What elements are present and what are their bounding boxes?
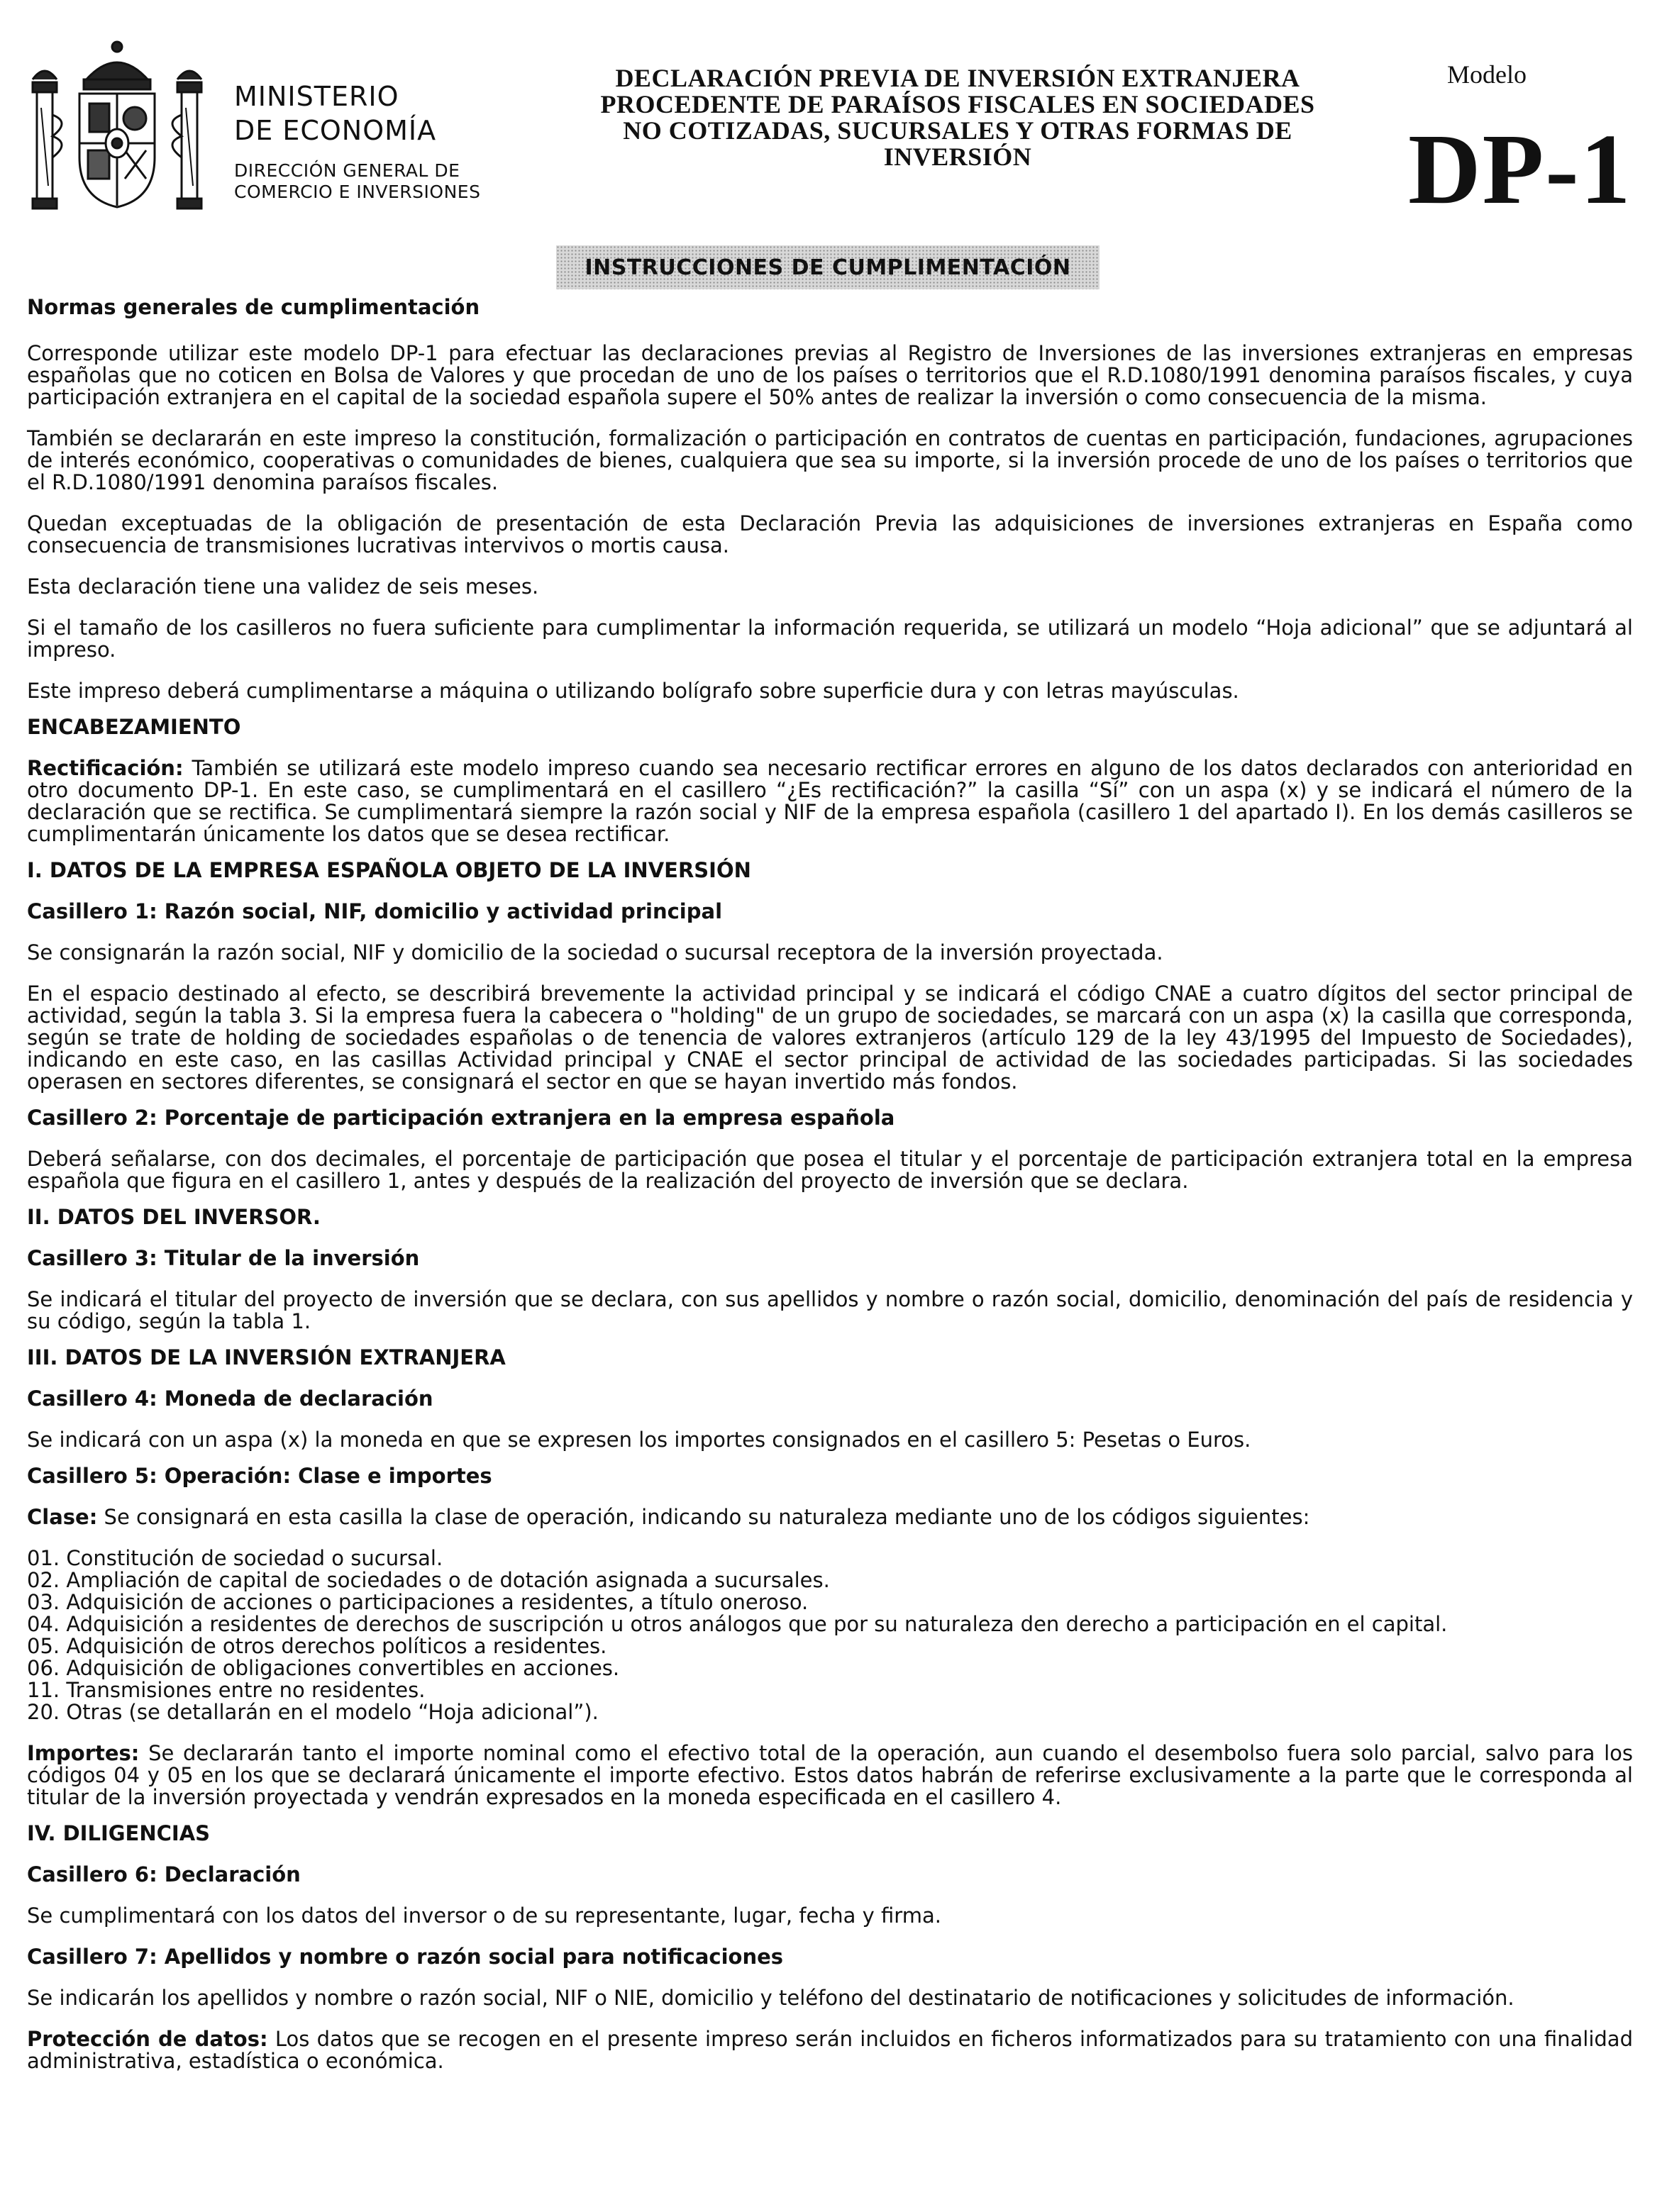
clase-paragraph <box>27 1506 1633 1528</box>
paragraph: Esta declaración tiene una validez de seis meses. <box>27 574 539 599</box>
ministry-name <box>234 79 436 148</box>
section-2-heading: II. DATOS DEL INVERSOR. <box>27 1205 321 1229</box>
casillero-7-heading: Casillero 7: Apellidos y nombre o razón social para notificaciones <box>27 1945 784 1969</box>
ministry-line-1: MINISTERIO <box>234 81 399 112</box>
paragraph: Se consignarán la razón social, NIF y domicilio de la sociedad o sucursal receptora de la inversión proyectada. <box>27 940 1163 965</box>
normas-heading: Normas generales de cumplimentación <box>27 295 480 319</box>
instructions-banner-text: INSTRUCCIONES DE CUMPLIMENTACIÓN <box>585 255 1071 280</box>
directorate-line-1: DIRECCIÓN GENERAL DE <box>234 160 460 181</box>
paragraph: Se indicarán los apellidos y nombre o razón social, NIF o NIE, domicilio y teléfono del destinatario de notificaciones y solicitudes de información. <box>27 1986 1514 2010</box>
list-item: 02. Ampliación de capital de sociedades o de dotación asignada a sucursales. <box>27 1568 830 1592</box>
paragraph: Se indicará el titular del proyecto de inversión que se declara, con sus apellidos y nombre o razón social, domicilio, denominación del país de residencia y su código, según la tabla 1. <box>27 1287 1633 1333</box>
rectificacion-paragraph <box>27 757 1633 845</box>
title-line-4: INVERSIÓN <box>883 143 1032 171</box>
paragraph: En el espacio destinado al efecto, se describirá brevemente la actividad principal y se indicará el código CNAE a cuatro dígitos del sector principal de actividad, según la tabla 3. Si la empresa fuera la cabecera o "holding" de un grupo de sociedades, se marcará con un aspa (x) la casilla que corresponda, según se trate de holding de sociedades españolas o de tenencia de valores extranjeros (artículo 129 de la ley 43/1995 del Impuesto de Sociedades), indicando en este caso, en las casillas Actividad principal y CNAE el sector principal de actividad de las sociedades participadas. Si las sociedades operasen en sectores diferentes, se consignará el sector en que se hayan invertido más fondos. <box>27 982 1633 1094</box>
paragraph: Este impreso deberá cumplimentarse a máquina o utilizando bolígrafo sobre superficie dura y con letras mayúsculas. <box>27 679 1239 703</box>
modelo-code: DP-1 <box>1408 113 1632 225</box>
importes-text: Se declararán tanto el importe nominal como el efectivo total de la operación, aun cuando el desembolso fuera solo parcial, salvo para los códigos 04 y 05 en los que se declarará únicamente el importe efectivo. Estos datos habrán de referirse exclusivamente a la parte que le corresponda al titular de la inversión proyectada y vendrán expresados en la moneda especificada en el casillero 4. <box>27 1741 1633 1809</box>
importes-paragraph <box>27 1743 1633 1808</box>
list-item: 06. Adquisición de obligaciones convertibles en acciones. <box>27 1656 620 1680</box>
directorate-line-2: COMERCIO E INVERSIONES <box>234 182 481 202</box>
list-item: 04. Adquisición a residentes de derechos de suscripción u otros análogos que por su naturaleza den derecho a participación en el capital. <box>27 1612 1448 1636</box>
list-item: 20. Otras (se detallarán en el modelo “Hoja adicional”). <box>27 1700 599 1724</box>
title-line-3: NO COTIZADAS, SUCURSALES Y OTRAS FORMAS DE <box>623 116 1292 145</box>
casillero-2-heading: Casillero 2: Porcentaje de participación extranjera en la empresa española <box>27 1106 895 1130</box>
proteccion-label: Protección de datos: <box>27 2027 268 2051</box>
list-item: 01. Constitución de sociedad o sucursal. <box>27 1546 443 1570</box>
list-item: 11. Transmisiones entre no residentes. <box>27 1678 426 1702</box>
importes-label: Importes: <box>27 1741 140 1765</box>
operation-codes-list <box>27 1547 1633 1723</box>
casillero-6-heading: Casillero 6: Declaración <box>27 1862 301 1886</box>
casillero-1-heading: Casillero 1: Razón social, NIF, domicilio y actividad principal <box>27 899 723 923</box>
paragraph: También se declararán en este impreso la constitución, formalización o participación en contratos de cuentas en participación, fundaciones, agrupaciones de interés económico, cooperativas o comunidades de bienes, cualquiera que sea su importe, si la inversión procede de uno de los países o territorios que el R.D.1080/1991 denomina paraísos fiscales. <box>27 426 1633 494</box>
paragraph: Corresponde utilizar este modelo DP-1 para efectuar las declaraciones previas al Registro de Inversiones de las inversiones extranjeras en empresas españolas que no coticen en Bolsa de Valores y que procedan de uno de los países o territorios que el R.D.1080/1991 denomina paraísos fiscales, y cuya participación extranjera en el capital de la sociedad española supere el 50% antes de realizar la inversión o como consecuencia de la misma. <box>27 341 1633 409</box>
casillero-4-heading: Casillero 4: Moneda de declaración <box>27 1386 433 1411</box>
paragraph: Se indicará con un aspa (x) la moneda en que se expresen los importes consignados en el casillero 5: Pesetas o Euros. <box>27 1428 1251 1452</box>
proteccion-paragraph <box>27 2028 1633 2072</box>
ministry-line-2: DE ECONOMÍA <box>234 115 437 146</box>
section-4-heading: IV. DILIGENCIAS <box>27 1821 211 1845</box>
paragraph: Quedan exceptuadas de la obligación de presentación de esta Declaración Previa las adquisiciones de inversiones extranjeras en España como consecuencia de transmisiones lucrativas intervivos o mortis causa. <box>27 511 1633 557</box>
clase-text: Se consignará en esta casilla la clase de operación, indicando su naturaleza mediante uno de los códigos siguientes: <box>97 1505 1310 1529</box>
paragraph: Se cumplimentará con los datos del inversor o de su representante, lugar, fecha y firma. <box>27 1903 941 1928</box>
title-line-1: DECLARACIÓN PREVIA DE INVERSIÓN EXTRANJERA <box>615 64 1300 92</box>
directorate-name <box>234 160 480 203</box>
title-line-2: PROCEDENTE DE PARAÍSOS FISCALES EN SOCIEDADES <box>600 90 1315 118</box>
rectificacion-text: También se utilizará este modelo impreso cuando sea necesario rectificar errores en alguno de los datos declarados con anterioridad en otro documento DP-1. En este caso, se cumplimentará en el casillero “¿Es rectificación?” la casilla “Sí” con un aspa (x) y se indicará el número de la declaración que se rectifica. Se cumplimentará siempre la razón social y NIF de la empresa española (casillero 1 del apartado I). En los demás casilleros se cumplimentarán únicamente los datos que se desea rectificar. <box>27 756 1633 846</box>
paragraph: Si el tamaño de los casilleros no fuera suficiente para cumplimentar la información requerida, se utilizará un modelo “Hoja adicional” que se adjuntará al impreso. <box>27 616 1633 662</box>
paragraph: Deberá señalarse, con dos decimales, el porcentaje de participación que posea el titular y el porcentaje de participación extranjera total en la empresa española que figura en el casillero 1, antes y después de la realización del proyecto de inversión que se declara. <box>27 1147 1633 1193</box>
coat-of-arms-icon <box>28 37 206 221</box>
instructions-banner <box>556 245 1100 289</box>
encabezamiento-heading: ENCABEZAMIENTO <box>27 715 241 739</box>
instructions-body <box>27 296 1633 2072</box>
rectificacion-label: Rectificación: <box>27 756 184 780</box>
list-item: 05. Adquisición de otros derechos políticos a residentes. <box>27 1634 607 1658</box>
section-1-heading: I. DATOS DE LA EMPRESA ESPAÑOLA OBJETO DE LA INVERSIÓN <box>27 858 751 882</box>
proteccion-text: Los datos que se recogen en el presente impreso serán incluidos en ficheros informatizados para su tratamiento con una finalidad administrativa, estadística o económica. <box>27 2027 1633 2073</box>
clase-label: Clase: <box>27 1505 98 1529</box>
document-title <box>539 65 1376 170</box>
modelo-label: Modelo <box>1447 60 1527 89</box>
casillero-5-heading: Casillero 5: Operación: Clase e importes <box>27 1464 492 1488</box>
casillero-3-heading: Casillero 3: Titular de la inversión <box>27 1246 420 1270</box>
list-item: 03. Adquisición de acciones o participaciones a residentes, a título oneroso. <box>27 1590 809 1614</box>
section-3-heading: III. DATOS DE LA INVERSIÓN EXTRANJERA <box>27 1345 506 1369</box>
